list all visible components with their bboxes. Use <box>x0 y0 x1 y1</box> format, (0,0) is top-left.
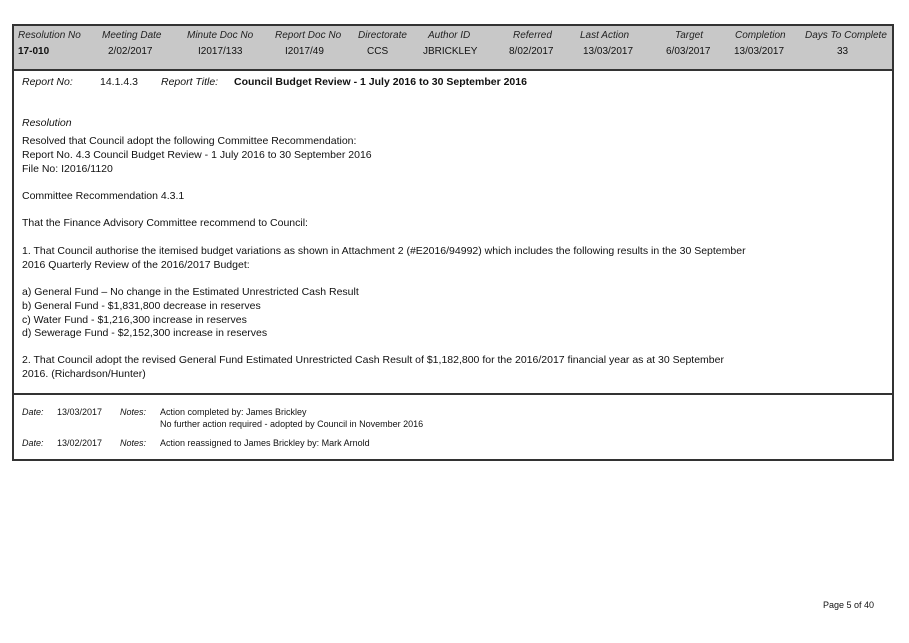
report-no-label: Report No: <box>22 76 73 88</box>
report-no-value: 14.1.4.3 <box>100 76 138 88</box>
col-label-author-id: Author ID <box>428 30 471 41</box>
col-label-directorate: Directorate <box>358 30 407 41</box>
resolution-line: 2016. (Richardson/Hunter) <box>22 368 146 380</box>
completion-value: 13/03/2017 <box>734 46 785 57</box>
col-label-target: Target <box>675 30 703 41</box>
target-value: 6/03/2017 <box>666 46 711 57</box>
note-notes-label: Notes: <box>120 438 147 448</box>
report-title-label: Report Title: <box>161 76 219 88</box>
page-number: Page 5 of 40 <box>823 600 875 610</box>
resolution-line: b) General Fund - $1,831,800 decrease in reserves <box>22 300 261 312</box>
author-id-value: JBRICKLEY <box>423 46 478 57</box>
resolution-line: 1. That Council authorise the itemised budget variations as shown in Attachment 2 (#E2016/94992) which includes the following results in the 30 September <box>22 245 746 257</box>
note-date-label: Date: <box>22 438 44 448</box>
col-label-last-action: Last Action <box>580 30 630 41</box>
report-doc-no-value: I2017/49 <box>285 46 324 57</box>
col-label-meeting-date: Meeting Date <box>102 30 162 41</box>
resolution-line: c) Water Fund - $1,216,300 increase in reserves <box>22 314 247 326</box>
resolution-record <box>12 24 894 461</box>
note-date-label: Date: <box>22 407 44 417</box>
referred-value: 8/02/2017 <box>509 46 554 57</box>
col-label-days-to-complete: Days To Complete <box>805 30 887 41</box>
days-to-complete-value: 33 <box>837 46 849 57</box>
resolution-line: Report No. 4.3 Council Budget Review - 1 July 2016 to 30 September 2016 <box>22 149 372 161</box>
col-label-minute-doc-no: Minute Doc No <box>187 30 254 41</box>
last-action-value: 13/03/2017 <box>583 46 634 57</box>
report-title: Council Budget Review - 1 July 2016 to 30 September 2016 <box>234 76 527 88</box>
resolution-line: d) Sewerage Fund - $2,152,300 increase in reserves <box>22 327 268 339</box>
note-line: Action reassigned to James Brickley by: Mark Arnold <box>160 438 370 448</box>
directorate-value: CCS <box>367 46 389 57</box>
resolution-line: a) General Fund – No change in the Estimated Unrestricted Cash Result <box>22 286 359 298</box>
note-notes-label: Notes: <box>120 407 147 417</box>
note-date: 13/02/2017 <box>57 438 103 448</box>
col-label-completion: Completion <box>735 30 786 41</box>
col-label-referred: Referred <box>513 30 552 41</box>
resolution-line: Committee Recommendation 4.3.1 <box>22 190 185 202</box>
record-header <box>14 26 892 71</box>
col-label-resolution-no: Resolution No <box>18 30 81 41</box>
resolution-line: That the Finance Advisory Committee recommend to Council: <box>22 217 308 229</box>
minute-doc-no-value: I2017/133 <box>198 46 243 57</box>
note-line: Action completed by: James Brickley <box>160 407 307 417</box>
note-line: No further action required - adopted by Council in November 2016 <box>160 419 424 429</box>
resolution-line: Resolved that Council adopt the following Committee Recommendation: <box>22 135 357 147</box>
col-label-report-doc-no: Report Doc No <box>275 30 342 41</box>
resolution-body <box>14 71 892 395</box>
resolution-line: File No: I2016/1120 <box>22 163 113 175</box>
resolution-line: 2016 Quarterly Review of the 2016/2017 Budget: <box>22 259 250 271</box>
note-date: 13/03/2017 <box>57 407 103 417</box>
resolution-line: 2. That Council adopt the revised General Fund Estimated Unrestricted Cash Result of $1,182,800 for the 2016/2017 financial year as at 30 September <box>22 354 724 366</box>
resolution-no-value: 17-010 <box>18 46 50 57</box>
resolution-heading: Resolution <box>22 117 72 129</box>
meeting-date-value: 2/02/2017 <box>108 46 153 57</box>
